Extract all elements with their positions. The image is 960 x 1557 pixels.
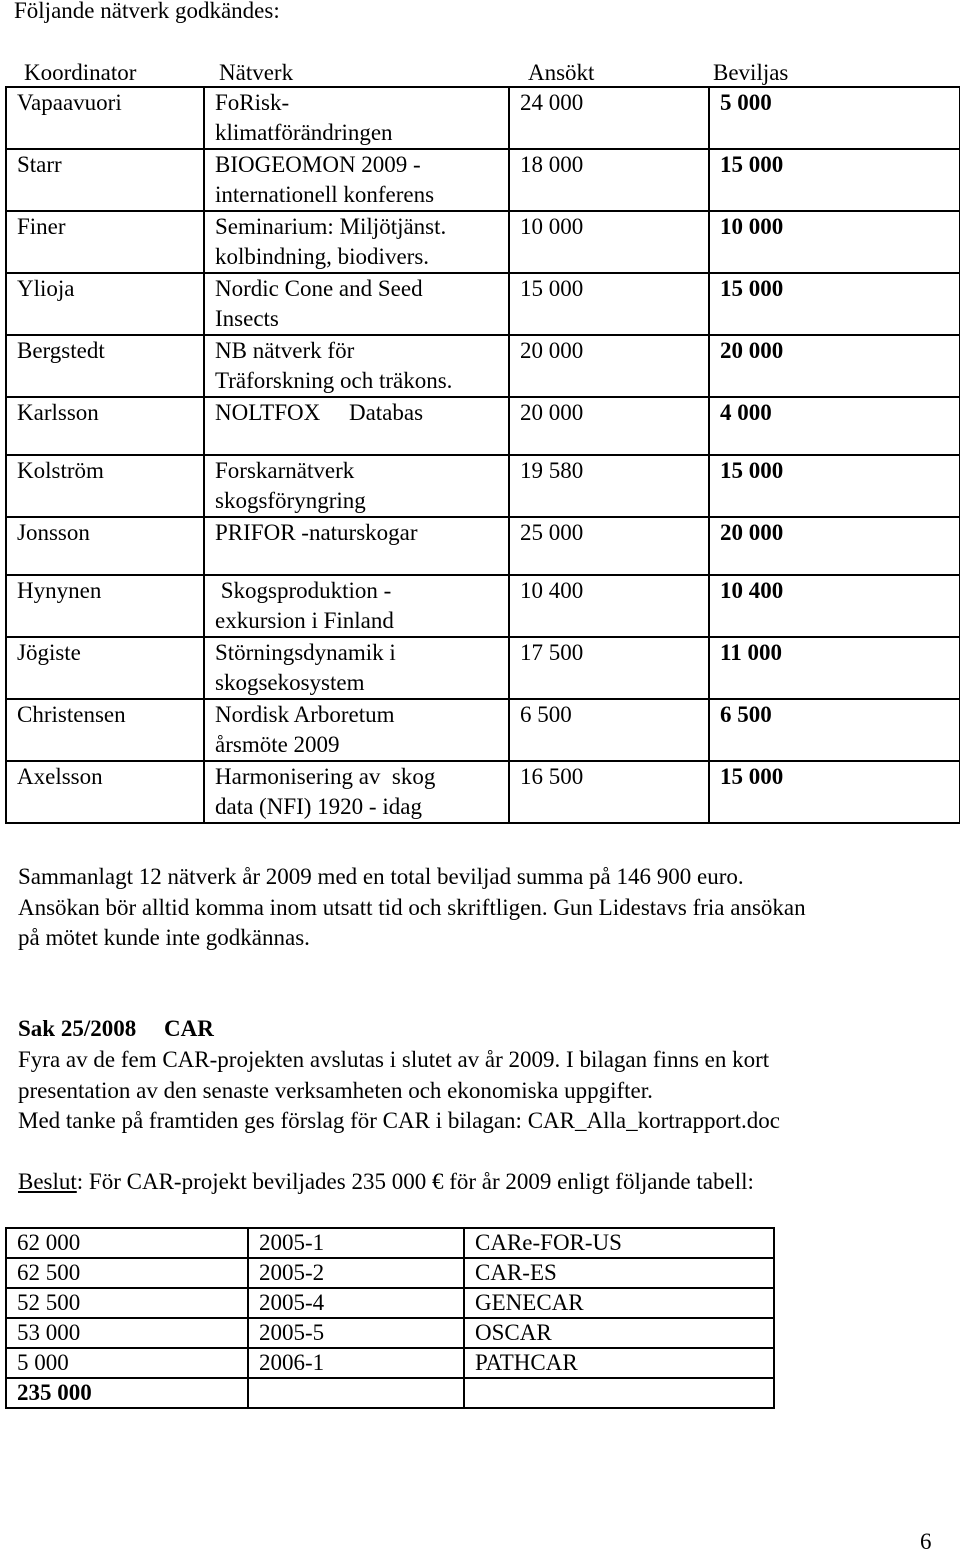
network-row bbox=[6, 575, 960, 637]
coordinator-cell: Christensen bbox=[6, 699, 204, 761]
network-row bbox=[6, 761, 960, 823]
coordinator-cell: Starr bbox=[6, 149, 204, 211]
network-row bbox=[6, 87, 960, 149]
granted-cell: 15 000 bbox=[709, 149, 960, 211]
applied-cell: 15 000 bbox=[509, 273, 709, 335]
network-line: NOLTFOX Databas bbox=[215, 400, 424, 425]
network-row bbox=[6, 517, 960, 575]
car-code-cell: 2006-1 bbox=[248, 1348, 464, 1378]
applied-cell: 24 000 bbox=[509, 87, 709, 149]
decision-label: Beslut bbox=[18, 1169, 77, 1194]
network-line: klimatförändringen bbox=[215, 120, 393, 145]
applied-cell: 18 000 bbox=[509, 149, 709, 211]
granted-cell: 20 000 bbox=[709, 335, 960, 397]
coordinator-cell: Ylioja bbox=[6, 273, 204, 335]
network-line: Nordisk Arboretum bbox=[215, 702, 395, 727]
car-empty-cell bbox=[464, 1378, 774, 1408]
network-line: internationell konferens bbox=[215, 182, 435, 207]
section-body-line: Fyra av de fem CAR-projekten avslutas i slutet av år 2009. I bilagan finns en kort bbox=[18, 1047, 770, 1072]
network-cell bbox=[204, 699, 509, 761]
network-line: Insects bbox=[215, 306, 279, 331]
section-heading-number: Sak 25/2008 bbox=[18, 1016, 137, 1041]
car-name-cell: PATHCAR bbox=[464, 1348, 774, 1378]
granted-cell: 10 400 bbox=[709, 575, 960, 637]
car-code-cell: 2005-5 bbox=[248, 1318, 464, 1348]
intro-text: Följande nätverk godkändes: bbox=[14, 0, 280, 23]
network-row bbox=[6, 699, 960, 761]
network-line: Nordic Cone and Seed bbox=[215, 276, 423, 301]
network-cell bbox=[204, 761, 509, 823]
applied-cell: 20 000 bbox=[509, 335, 709, 397]
network-line: Träforskning och träkons. bbox=[215, 368, 453, 393]
network-line: Forskarnätverk bbox=[215, 458, 355, 483]
network-line: Seminarium: Miljötjänst. bbox=[215, 214, 447, 239]
applied-cell: 17 500 bbox=[509, 637, 709, 699]
network-cell bbox=[204, 397, 509, 455]
network-line: FoRisk- bbox=[215, 90, 290, 115]
car-amount-cell: 53 000 bbox=[6, 1318, 248, 1348]
summary-line: Ansökan bör alltid komma inom utsatt tid och skriftligen. Gun Lidestavs fria ansökan bbox=[18, 895, 806, 920]
applied-cell: 6 500 bbox=[509, 699, 709, 761]
car-row bbox=[6, 1318, 774, 1348]
applied-cell: 10 400 bbox=[509, 575, 709, 637]
car-name-cell: GENECAR bbox=[464, 1288, 774, 1318]
car-total-cell: 235 000 bbox=[6, 1378, 248, 1408]
car-row bbox=[6, 1348, 774, 1378]
network-cell bbox=[204, 149, 509, 211]
network-row bbox=[6, 211, 960, 273]
header-applied: Ansökt bbox=[528, 60, 595, 85]
coordinator-cell: Karlsson bbox=[6, 397, 204, 455]
coordinator-cell: Vapaavuori bbox=[6, 87, 204, 149]
section-body-line: presentation av den senaste verksamheten och ekonomiska uppgifter. bbox=[18, 1078, 653, 1103]
network-cell bbox=[204, 211, 509, 273]
network-line: skogsföryngring bbox=[215, 488, 366, 513]
network-row bbox=[6, 335, 960, 397]
network-line: Harmonisering av skog bbox=[215, 764, 436, 789]
coordinator-cell: Hynynen bbox=[6, 575, 204, 637]
network-line: BIOGEOMON 2009 - bbox=[215, 152, 421, 177]
coordinator-cell: Jonsson bbox=[6, 517, 204, 575]
network-cell bbox=[204, 517, 509, 575]
network-table-header bbox=[0, 58, 960, 88]
network-line: skogsekosystem bbox=[215, 670, 365, 695]
granted-cell: 20 000 bbox=[709, 517, 960, 575]
network-row bbox=[6, 149, 960, 211]
network-line: PRIFOR -naturskogar bbox=[215, 520, 418, 545]
page-number: 6 bbox=[920, 1529, 932, 1554]
car-row bbox=[6, 1228, 774, 1258]
car-name-cell: CARe-FOR-US bbox=[464, 1228, 774, 1258]
granted-cell: 15 000 bbox=[709, 761, 960, 823]
network-line: Störningsdynamik i bbox=[215, 640, 396, 665]
network-line: NB nätverk för bbox=[215, 338, 355, 363]
header-coordinator: Koordinator bbox=[24, 60, 137, 85]
coordinator-cell: Axelsson bbox=[6, 761, 204, 823]
network-row bbox=[6, 455, 960, 517]
network-cell bbox=[204, 575, 509, 637]
car-row bbox=[6, 1288, 774, 1318]
network-cell bbox=[204, 637, 509, 699]
granted-cell: 15 000 bbox=[709, 273, 960, 335]
coordinator-cell: Jögiste bbox=[6, 637, 204, 699]
car-amount-cell: 52 500 bbox=[6, 1288, 248, 1318]
network-line: exkursion i Finland bbox=[215, 608, 394, 633]
applied-cell: 19 580 bbox=[509, 455, 709, 517]
summary-line: Sammanlagt 12 nätverk år 2009 med en total beviljad summa på 146 900 euro. bbox=[18, 864, 744, 889]
car-name-cell: OSCAR bbox=[464, 1318, 774, 1348]
coordinator-cell: Kolström bbox=[6, 455, 204, 517]
car-code-cell: 2005-2 bbox=[248, 1258, 464, 1288]
granted-cell: 11 000 bbox=[709, 637, 960, 699]
applied-cell: 25 000 bbox=[509, 517, 709, 575]
network-line: årsmöte 2009 bbox=[215, 732, 340, 757]
section-heading bbox=[18, 1014, 214, 1044]
granted-cell: 5 000 bbox=[709, 87, 960, 149]
granted-cell: 10 000 bbox=[709, 211, 960, 273]
section-body-line: Med tanke på framtiden ges förslag för CAR i bilagan: CAR_Alla_kortrapport.doc bbox=[18, 1108, 781, 1133]
car-table bbox=[5, 1227, 775, 1409]
car-row bbox=[6, 1258, 774, 1288]
car-total-row bbox=[6, 1378, 774, 1408]
network-row bbox=[6, 273, 960, 335]
network-cell bbox=[204, 87, 509, 149]
car-code-cell: 2005-4 bbox=[248, 1288, 464, 1318]
car-code-cell: 2005-1 bbox=[248, 1228, 464, 1258]
header-granted: Beviljas bbox=[713, 60, 789, 85]
coordinator-cell: Bergstedt bbox=[6, 335, 204, 397]
network-cell bbox=[204, 273, 509, 335]
car-name-cell: CAR-ES bbox=[464, 1258, 774, 1288]
network-line: Skogsproduktion - bbox=[215, 578, 392, 603]
car-empty-cell bbox=[248, 1378, 464, 1408]
network-row bbox=[6, 397, 960, 455]
network-line: data (NFI) 1920 - idag bbox=[215, 794, 422, 819]
network-cell bbox=[204, 335, 509, 397]
applied-cell: 20 000 bbox=[509, 397, 709, 455]
network-line: kolbindning, biodivers. bbox=[215, 244, 430, 269]
coordinator-cell: Finer bbox=[6, 211, 204, 273]
car-amount-cell: 62 000 bbox=[6, 1228, 248, 1258]
car-amount-cell: 5 000 bbox=[6, 1348, 248, 1378]
header-network: Nätverk bbox=[219, 60, 294, 85]
decision-text: : För CAR-projekt beviljades 235 000 € för år 2009 enligt följande tabell: bbox=[76, 1169, 754, 1194]
network-cell bbox=[204, 455, 509, 517]
decision-line bbox=[18, 1167, 754, 1197]
network-table bbox=[5, 86, 960, 824]
granted-cell: 6 500 bbox=[709, 699, 960, 761]
granted-cell: 15 000 bbox=[709, 455, 960, 517]
network-row bbox=[6, 637, 960, 699]
summary-line: på mötet kunde inte godkännas. bbox=[18, 925, 310, 950]
applied-cell: 10 000 bbox=[509, 211, 709, 273]
granted-cell: 4 000 bbox=[709, 397, 960, 455]
applied-cell: 16 500 bbox=[509, 761, 709, 823]
section-heading-title: CAR bbox=[163, 1016, 214, 1041]
car-amount-cell: 62 500 bbox=[6, 1258, 248, 1288]
